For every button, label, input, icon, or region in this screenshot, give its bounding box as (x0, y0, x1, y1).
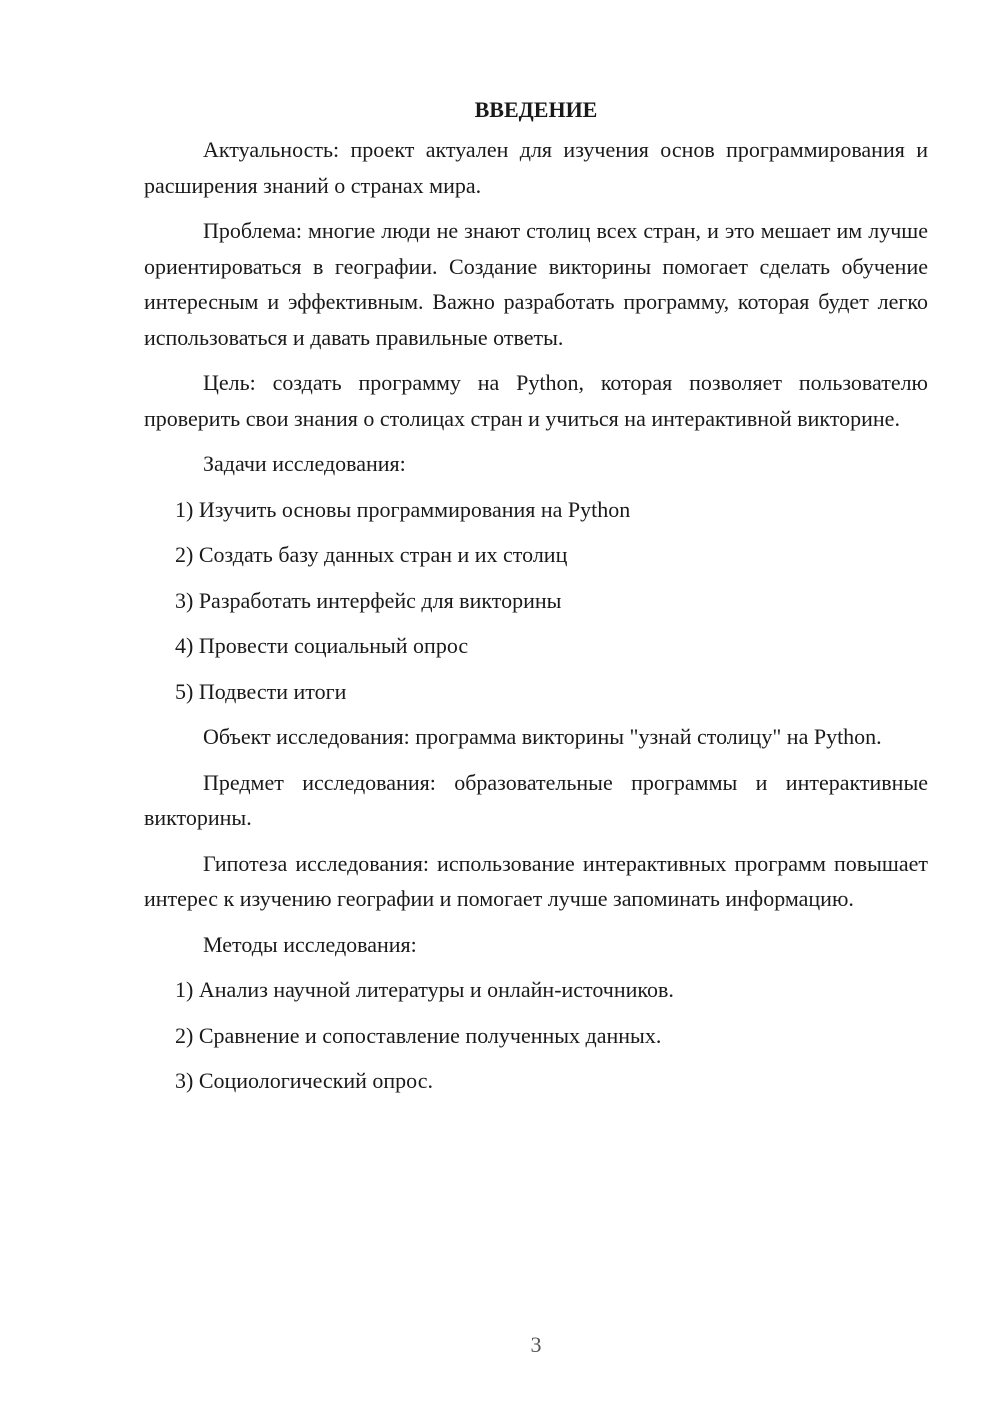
method-item: 1) Анализ научной литературы и онлайн-источников. (175, 977, 674, 1002)
subject-paragraph: Предмет исследования: образовательные программы и интерактивные викторины. (144, 769, 928, 830)
tasks-title: Задачи исследования: (203, 451, 406, 476)
problem-paragraph: Проблема: многие люди не знают столиц всех стран, и это мешает им лучше ориентироваться в географии. Создание викторины помогает сделать обучение интересным и эффективным. Важно разработать программу, которая будет легко использоваться и давать правильные ответы. (144, 218, 928, 350)
hypothesis-paragraph: Гипотеза исследования: использование интерактивных программ повышает интерес к изучению географии и помогает лучше запоминать информацию. (144, 850, 928, 911)
object-paragraph: Объект исследования: программа викторины "узнай столицу" на Python. (203, 724, 882, 749)
page-number: 3 (530, 1332, 542, 1357)
task-item: 3) Разработать интерфейс для викторины (175, 587, 562, 613)
method-item: 3) Социологический опрос. (175, 1068, 433, 1093)
methods-title: Методы исследования: (203, 931, 417, 957)
task-item: 1) Изучить основы программирования на Python (175, 496, 631, 522)
relevance-paragraph: Актуальность: проект актуален для изучения основ программирования и расширения знаний о странах мира. (144, 137, 928, 198)
document-page (144, 92, 928, 1109)
method-item: 2) Сравнение и сопоставление полученных данных. (175, 1022, 662, 1048)
page-number-footer (0, 1332, 1000, 1358)
task-item: 4) Провести социальный опрос (175, 633, 469, 658)
page-title: ВВЕДЕНИЕ (474, 97, 598, 122)
task-item: 2) Создать базу данных стран и их столиц (175, 542, 568, 567)
goal-paragraph: Цель: создать программу на Python, которая позволяет пользователю проверить свои знания о столицах стран и учиться на интерактивной викторине. (144, 370, 928, 431)
task-item: 5) Подвести итоги (175, 678, 347, 704)
